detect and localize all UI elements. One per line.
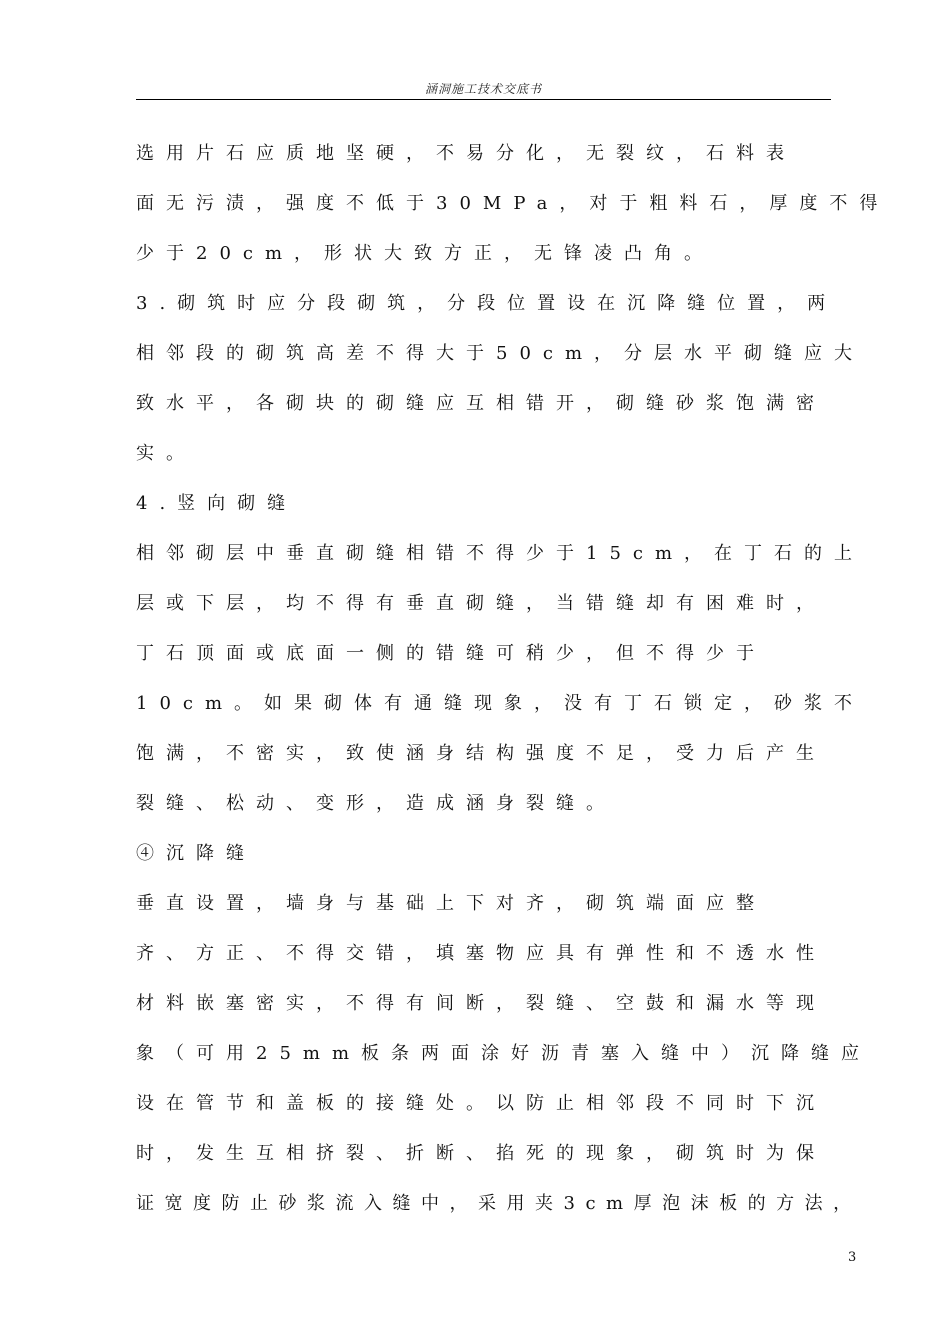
paragraph-line: 裂缝、松动、变形，造成涵身裂缝。 <box>136 793 616 814</box>
page-number: 3 <box>848 1250 857 1265</box>
paragraph-line: 材料嵌塞密实，不得有间断，裂缝、空鼓和漏水等现 <box>136 993 826 1014</box>
paragraph-line: 饱满，不密实，致使涵身结构强度不足，受力后产生 <box>136 743 826 764</box>
paragraph-line: 设在管节和盖板的接缝处。以防止相邻段不同时下沉 <box>136 1093 826 1114</box>
paragraph-line: 层或下层，均不得有垂直砌缝，当错缝却有困难时， <box>136 593 826 614</box>
paragraph-line: 少于20cm，形状大致方正，无锋凌凸角。 <box>136 243 715 264</box>
paragraph-line: 实。 <box>136 443 196 464</box>
paragraph-line: 象（可用25mm板条两面涂好沥青塞入缝中）沉降缝应 <box>136 1043 872 1064</box>
paragraph-line: 丁石顶面或底面一侧的错缝可稍少，但不得少于 <box>136 643 766 664</box>
section-heading: 4.竖向砌缝 <box>136 493 298 514</box>
paragraph-line: 10cm。如果砌体有通缝现象，没有丁石锁定，砂浆不 <box>136 693 865 714</box>
paragraph-line: 相邻段的砌筑高差不得大于50cm，分层水平砌缝应大 <box>136 343 865 364</box>
paragraph-line: 面无污渍，强度不低于30MPa，对于粗料石，厚度不得 <box>136 193 890 214</box>
paragraph-line: 选用片石应质地坚硬，不易分化，无裂纹，石料表 <box>136 143 796 164</box>
paragraph-line: 证宽度防止砂浆流入缝中，采用夹3cm厚泡沫板的方法， <box>136 1193 862 1214</box>
header-divider <box>136 99 831 100</box>
paragraph-line: 时，发生互相挤裂、折断、掐死的现象，砌筑时为保 <box>136 1143 826 1164</box>
section-heading: ④沉降缝 <box>136 843 256 864</box>
paragraph-line: 相邻砌层中垂直砌缝相错不得少于15cm，在丁石的上 <box>136 543 865 564</box>
paragraph-line: 垂直设置，墙身与基础上下对齐，砌筑端面应整 <box>136 893 766 914</box>
paragraph-line: 致水平，各砌块的砌缝应互相错开，砌缝砂浆饱满密 <box>136 393 826 414</box>
paragraph-line: 齐、方正、不得交错，填塞物应具有弹性和不透水性 <box>136 943 826 964</box>
page-header-title: 涵洞施工技术交底书 <box>424 82 542 96</box>
paragraph-line: 3.砌筑时应分段砌筑，分段位置设在沉降缝位置，两 <box>136 293 838 314</box>
